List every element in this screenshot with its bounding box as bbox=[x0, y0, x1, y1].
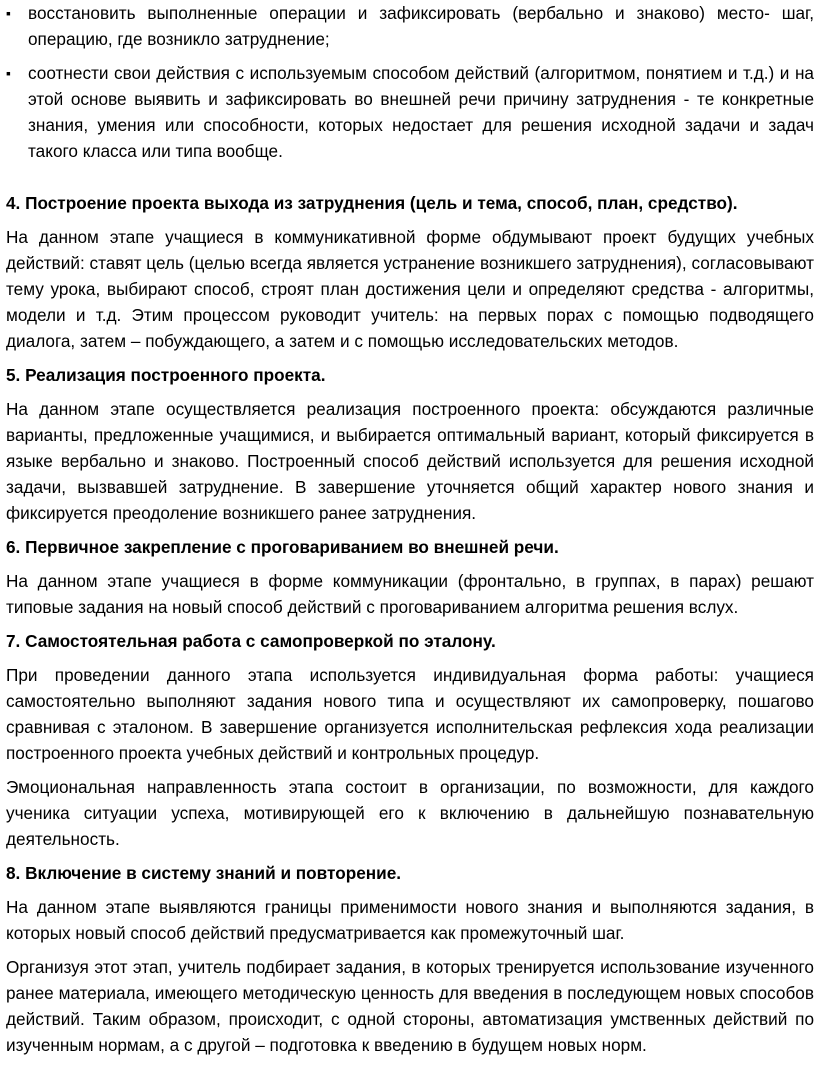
section-heading-6: 6. Первичное закрепление с проговариванием во внешней речи. bbox=[6, 537, 559, 557]
bullet-item bbox=[6, 0, 814, 52]
bullet-text: соотнести свои действия с используемым способом действий (алгоритмом, понятием и т.д.) и на этой основе выявить и зафиксировать во внешней речи причину затруднения - те конкретные знания, умения или способности, которых недостает для решения исходной задачи и задач такого класса или типа вообще. bbox=[28, 63, 814, 161]
section-6-paragraph: На данном этапе учащиеся в форме коммуникации (фронтально, в группах, в парах) решают типовые задания на новый способ действий с проговариванием алгоритма решения вслух. bbox=[6, 571, 814, 617]
section-7-paragraph-2: Эмоциональная направленность этапа состоит в организации, по возможности, для каждого ученика ситуации успеха, мотивирующей его к включению в дальнейшую познавательную деятельность. bbox=[6, 777, 814, 849]
section-heading-4: 4. Построение проекта выхода из затруднения (цель и тема, способ, план, средство). bbox=[6, 193, 738, 213]
section-5-paragraph: На данном этапе осуществляется реализация построенного проекта: обсуждаются различные варианты, предложенные учащимися, и выбирается оптимальный вариант, который фиксируется в языке вербально и знаково. Построенный способ действий используется для решения исходной задачи, вызвавшей затруднение. В завершение уточняется общий характер нового знания и фиксируется преодоление возникшего ранее затруднения. bbox=[6, 399, 814, 523]
bullet-list bbox=[6, 0, 814, 164]
section-8-paragraph-2: Организуя этот этап, учитель подбирает задания, в которых тренируется использование изученного ранее материала, имеющего методическую ценность для введения в последующем новых способов действий. Таким образом, происходит, с одной стороны, автоматизация умственных действий по изученным нормам, а с другой – подготовка к введению в будущем новых норм. bbox=[6, 957, 814, 1055]
section-heading-8: 8. Включение в систему знаний и повторение. bbox=[6, 863, 402, 883]
section-8-paragraph-1: На данном этапе выявляются границы применимости нового знания и выполняются задания, в которых новый способ действий предусматривается как промежуточный шаг. bbox=[6, 897, 814, 943]
bullet-item bbox=[6, 60, 814, 164]
document-page bbox=[6, 0, 814, 1058]
bullet-text: восстановить выполненные операции и зафиксировать (вербально и знаково) место- шаг, операцию, где возникло затруднение; bbox=[28, 3, 814, 49]
section-heading-7: 7. Самостоятельная работа с самопроверкой по эталону. bbox=[6, 631, 496, 651]
section-7-paragraph-1: При проведении данного этапа используется индивидуальная форма работы: учащиеся самостоятельно выполняют задания нового типа и осуществляют их самопроверку, пошагово сравнивая с эталоном. В завершение организуется исполнительская рефлексия хода реализации построенного проекта учебных действий и контрольных процедур. bbox=[6, 665, 814, 763]
section-4-paragraph: На данном этапе учащиеся в коммуникативной форме обдумывают проект будущих учебных действий: ставят цель (целью всегда является устранение возникшего затруднения), согласовывают тему урока, выбирают способ, строят план достижения цели и определяют средства - алгоритмы, модели и т.д. Этим процессом руководит учитель: на первых порах с помощью подводящего диалога, затем – побуждающего, а затем и с помощью исследовательских методов. bbox=[6, 227, 814, 351]
bullet-icon: ▪ bbox=[6, 65, 11, 81]
section-heading-5: 5. Реализация построенного проекта. bbox=[6, 365, 326, 385]
bullet-icon: ▪ bbox=[6, 5, 11, 21]
